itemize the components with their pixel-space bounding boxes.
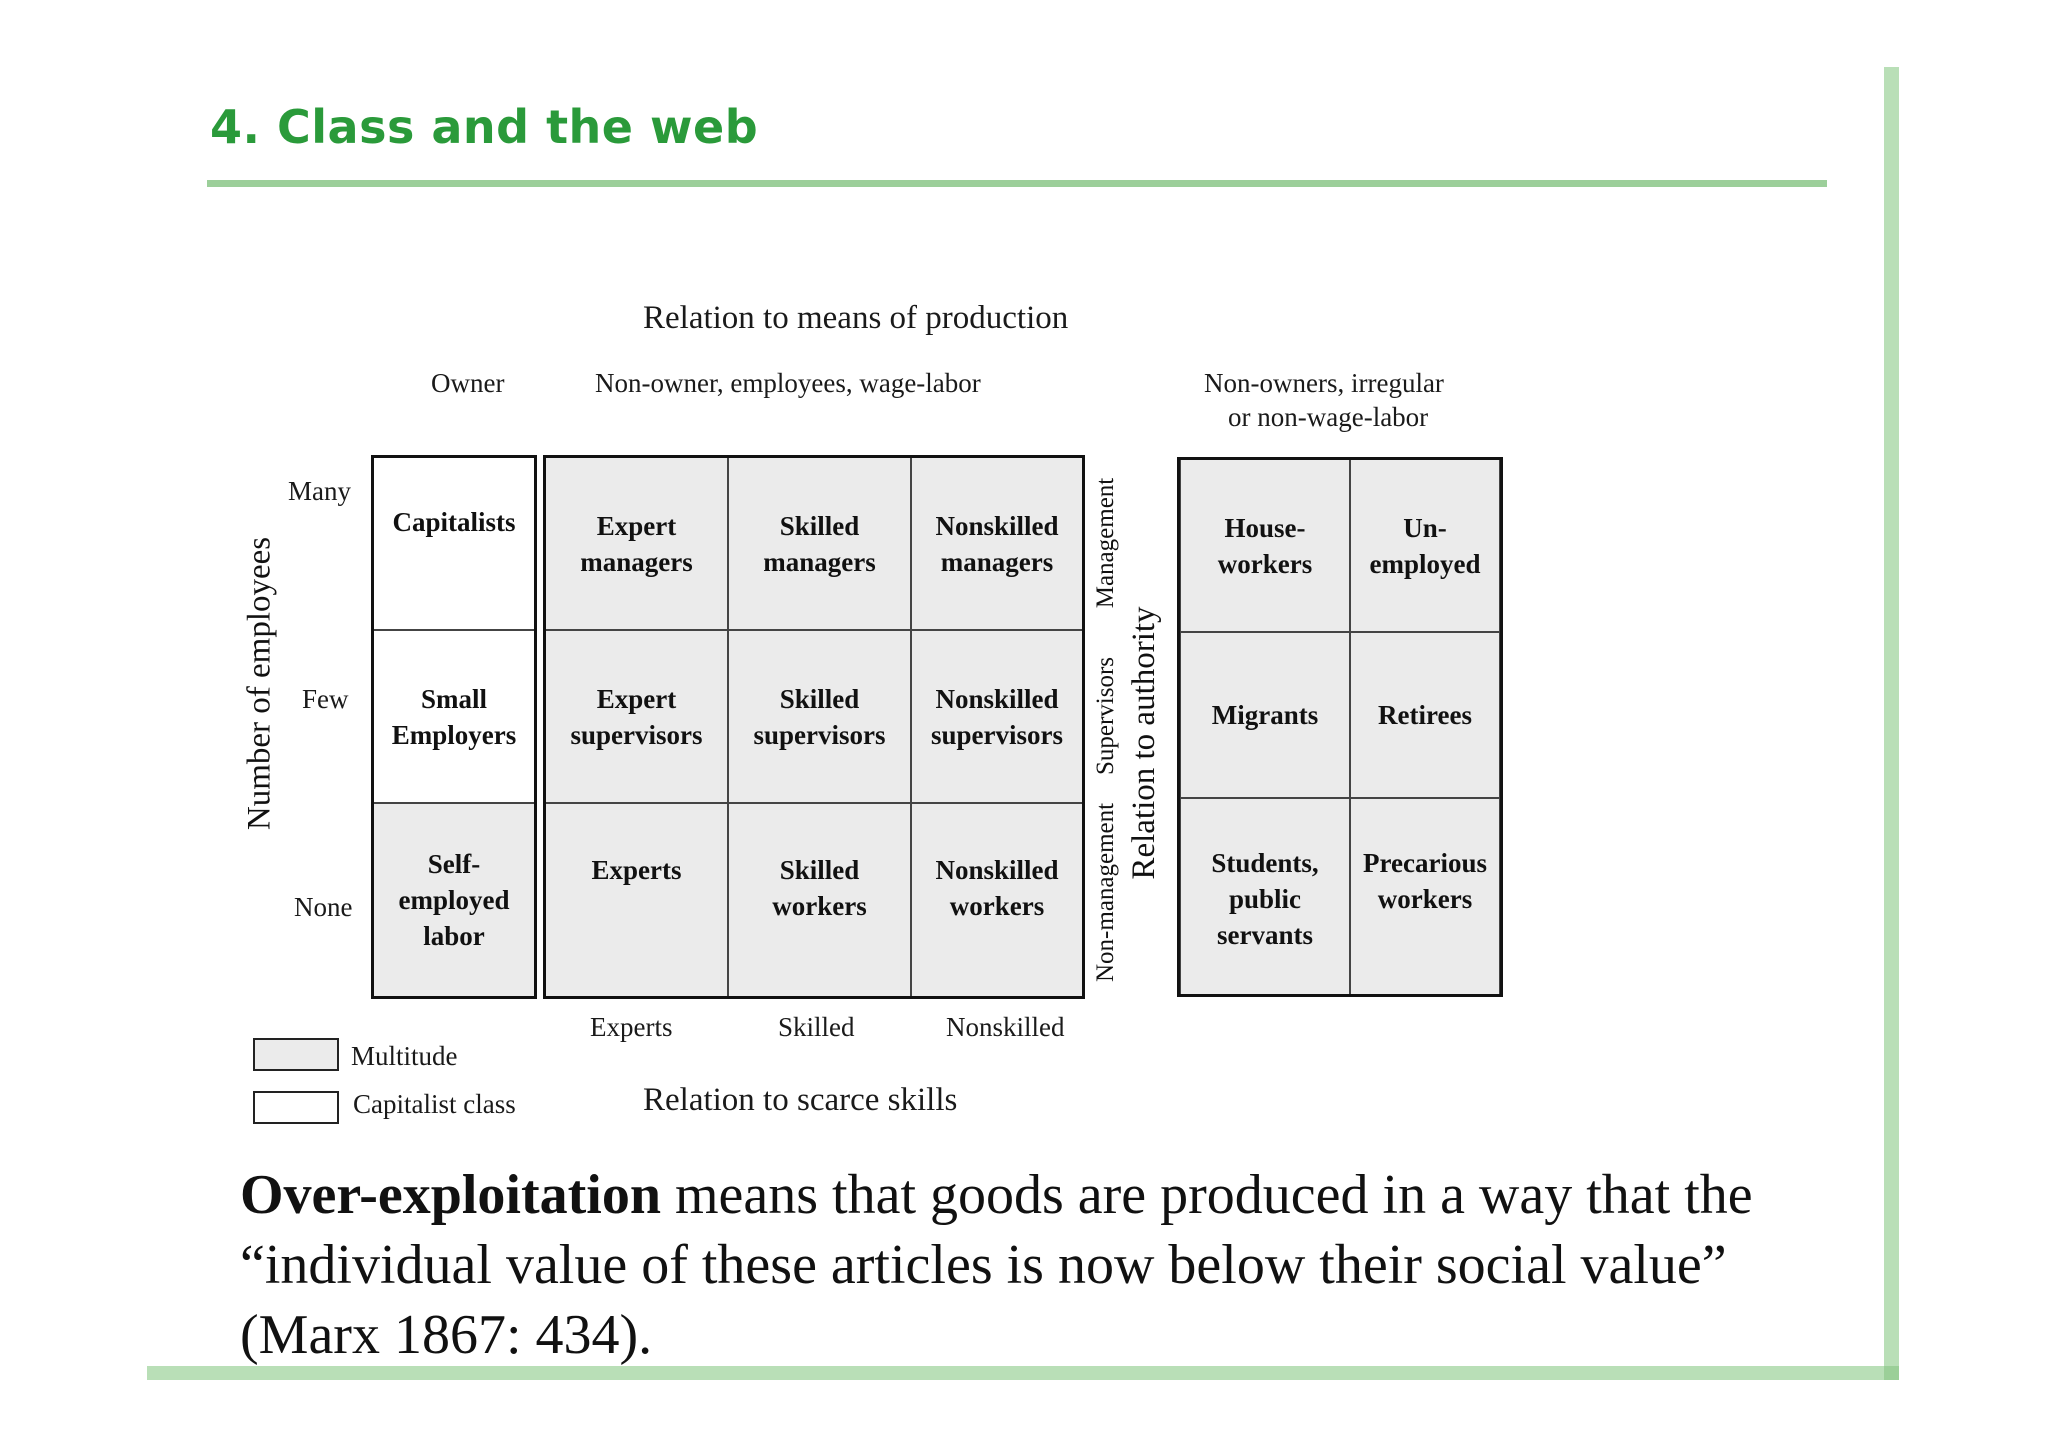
left-axis-title: Number of employees: [241, 536, 278, 831]
legend-label-capitalist-class: Capitalist class: [353, 1089, 516, 1119]
body-paragraph: [240, 1160, 1800, 1370]
cell-precarious-workers: Precarious workers: [1350, 798, 1500, 995]
cell-expert-managers: Expert managers: [545, 457, 728, 630]
cell-migrants: Migrants: [1180, 632, 1350, 798]
cell-skilled-supervisors: Skilled supervisors: [728, 630, 911, 803]
cell-experts: Experts: [545, 803, 728, 997]
skill-label-nonskilled: Nonskilled: [946, 1012, 1065, 1042]
slide-title: 4. Class and the web: [210, 100, 759, 154]
cell-unemployed: Un- employed: [1350, 459, 1500, 632]
col-group-irregular-line2: or non-wage-labor: [1228, 402, 1429, 432]
authority-label-supervisors: Supervisors: [1092, 656, 1119, 776]
legend-label-multitude: Multitude: [351, 1041, 458, 1071]
skill-label-experts: Experts: [590, 1012, 673, 1042]
frame-corner: [1884, 1366, 1899, 1380]
cell-self-employed-labor: Self- employed labor: [373, 803, 535, 997]
right-axis-title: Relation to authority: [1126, 606, 1162, 880]
top-axis-title: Relation to means of production: [643, 300, 1069, 336]
cell-nonskilled-workers: Nonskilled workers: [911, 803, 1083, 997]
cell-expert-supervisors: Expert supervisors: [545, 630, 728, 803]
col-group-owner: Owner: [431, 368, 505, 398]
cell-nonskilled-supervisors: Nonskilled supervisors: [911, 630, 1083, 803]
body-text: means that goods are produced in a way that the “individual value of these articles is now below their social value” (Marx 1867: 434).: [240, 1164, 1753, 1366]
col-group-irregular-line1: Non-owners, irregular: [1204, 368, 1444, 398]
right-frame-bar: [1884, 67, 1899, 1380]
authority-label-management: Management: [1092, 477, 1119, 609]
cell-retirees: Retirees: [1350, 632, 1500, 798]
body-bold-term: Over-exploitation: [240, 1164, 661, 1226]
title-underline: [207, 180, 1827, 187]
legend-swatch-multitude: [253, 1038, 339, 1071]
cell-skilled-managers: Skilled managers: [728, 457, 911, 630]
authority-label-non-management: Non-management: [1092, 802, 1119, 982]
bottom-axis-title: Relation to scarce skills: [643, 1082, 958, 1118]
legend-swatch-capitalist-class: [253, 1091, 339, 1124]
cell-nonskilled-managers: Nonskilled managers: [911, 457, 1083, 630]
cell-small-employers: Small Employers: [373, 630, 535, 803]
row-label-many: Many: [288, 476, 351, 506]
cell-students-public-servants: Students, public servants: [1180, 798, 1350, 995]
cell-houseworkers: House- workers: [1180, 459, 1350, 632]
cell-capitalists: Capitalists: [373, 457, 535, 630]
skill-label-skilled: Skilled: [778, 1012, 855, 1042]
col-group-wage: Non-owner, employees, wage-labor: [595, 368, 981, 398]
row-label-none: None: [294, 892, 353, 922]
row-label-few: Few: [302, 684, 349, 714]
cell-skilled-workers: Skilled workers: [728, 803, 911, 997]
